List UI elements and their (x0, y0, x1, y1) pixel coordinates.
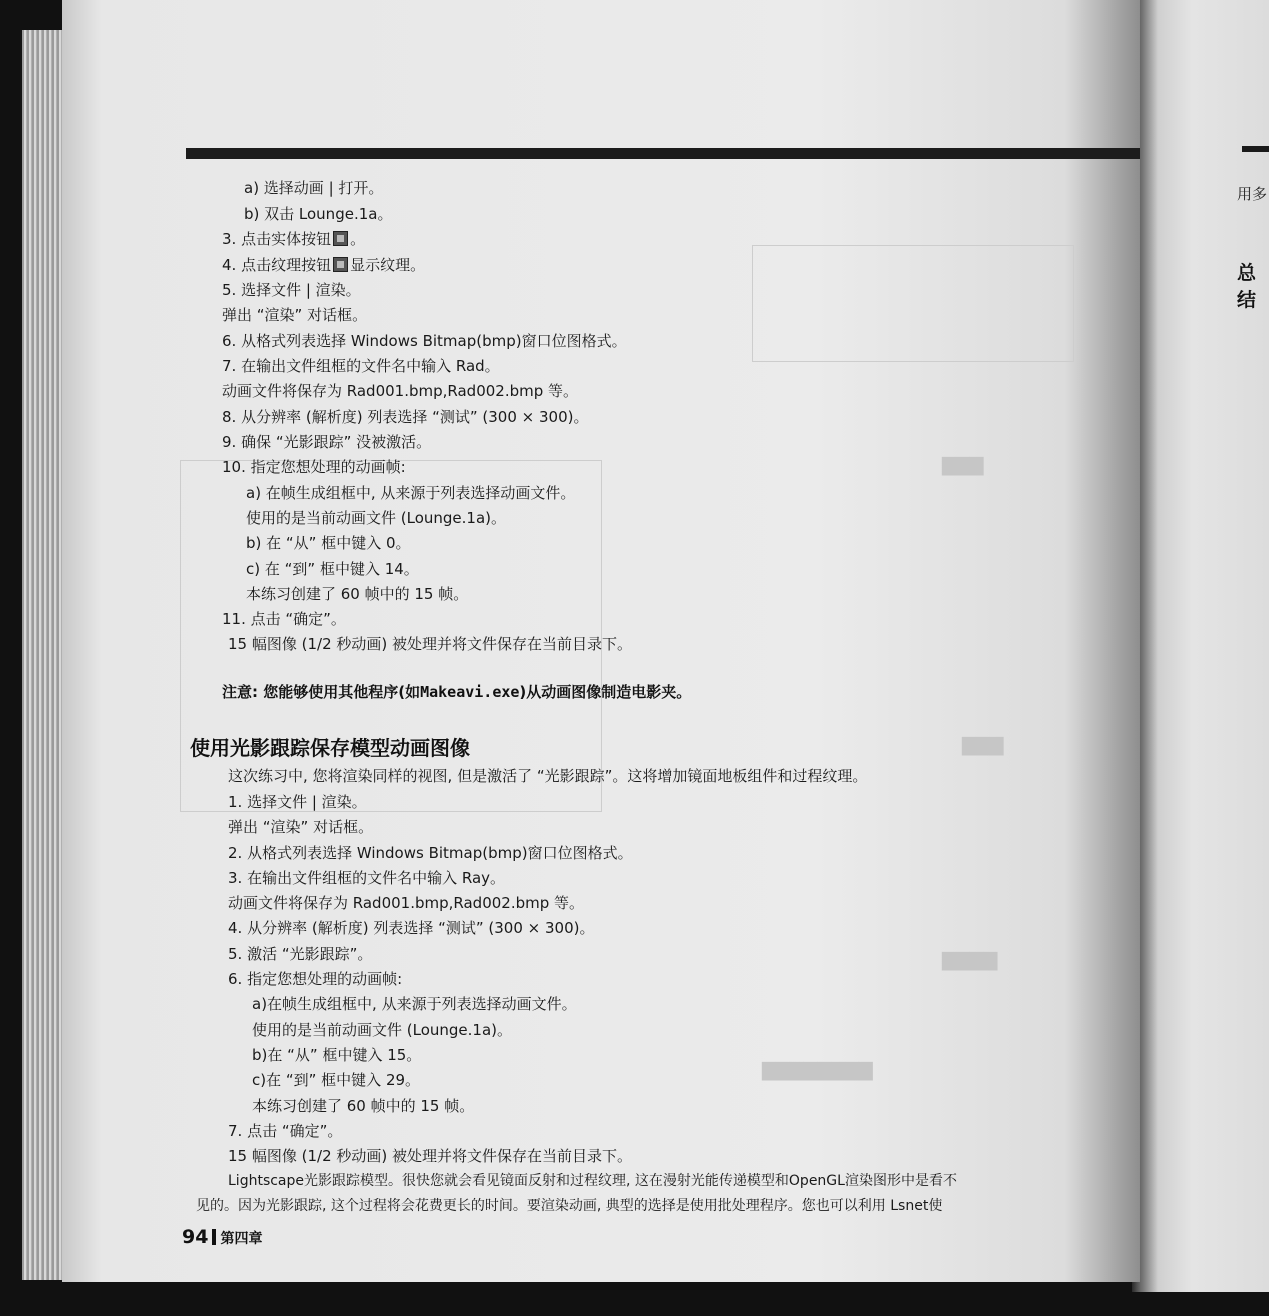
section-title: 使用光影跟踪保存模型动画图像 (190, 736, 470, 760)
step-text: 显示纹理。 (350, 256, 426, 274)
step-line: 15 幅图像 (1/2 秒动画) 被处理并将文件保存在当前目录下。 (228, 1147, 633, 1165)
step-line: 7. 点击 “确定”。 (228, 1122, 343, 1140)
intro-line: 这次练习中, 您将渲染同样的视图, 但是激活了 “光影跟踪”。这将增加镜面地板组件和过程纹理。 (228, 767, 868, 785)
page-footer (182, 1226, 262, 1248)
texture-icon (333, 257, 348, 272)
step-line: b)在 “从” 框中键入 15。 (252, 1046, 422, 1064)
step-line: c) 在 “到” 框中键入 14。 (246, 560, 419, 578)
step-line: 10. 指定您想处理的动画帧: (222, 458, 406, 476)
step-line: 11. 点击 “确定”。 (222, 610, 346, 628)
step-line: 15 幅图像 (1/2 秒动画) 被处理并将文件保存在当前目录下。 (228, 635, 633, 653)
step-line: a)在帧生成组框中, 从来源于列表选择动画文件。 (252, 995, 577, 1013)
step-line: 6. 从格式列表选择 Windows Bitmap(bmp)窗口位图格式。 (222, 332, 627, 350)
step-line: b) 双击 Lounge.1a。 (244, 205, 393, 223)
step-line: c)在 “到” 框中键入 29。 (252, 1071, 421, 1089)
step-line: 5. 选择文件 | 渲染。 (222, 281, 361, 299)
note-suffix: )从动画图像制造电影夹。 (519, 683, 692, 701)
show-through-text: ▇▇▇ (962, 735, 1004, 756)
next-page-rule (1242, 146, 1269, 152)
next-page (1132, 0, 1269, 1292)
step-line: 弹出 “渲染” 对话框。 (222, 306, 368, 324)
step-line: 动画文件将保存为 Rad001.bmp,Rad002.bmp 等。 (228, 894, 585, 912)
step-line: 9. 确保 “光影跟踪” 没被激活。 (222, 433, 432, 451)
show-through-figure (752, 245, 1074, 362)
step-line: 动画文件将保存为 Rad001.bmp,Rad002.bmp 等。 (222, 382, 579, 400)
step-line: b) 在 “从” 框中键入 0。 (246, 534, 411, 552)
step-line: 弹出 “渲染” 对话框。 (228, 818, 374, 836)
step-line: 3. 点击实体按钮 。 (222, 230, 366, 248)
step-line: 使用的是当前动画文件 (Lounge.1a)。 (252, 1021, 513, 1039)
paragraph-line: Lightscape光影跟踪模型。很快您就会看见镜面反射和过程纹理, 这在漫射光能传递模型和OpenGL渲染图形中是看不 (228, 1173, 957, 1189)
step-line: 3. 在输出文件组框的文件名中输入 Ray。 (228, 869, 506, 887)
header-rule (186, 148, 1140, 159)
paragraph-line: 见的。因为光影跟踪, 这个过程将会花费更长的时间。要渲染动画, 典型的选择是使用批处理程序。您也可以利用 Lsnet使 (196, 1198, 943, 1214)
note-program: 如Makeavi.exe (405, 683, 520, 701)
step-line: 2. 从格式列表选择 Windows Bitmap(bmp)窗口位图格式。 (228, 844, 633, 862)
step-line: 4. 从分辨率 (解析度) 列表选择 “测试” (300 × 300)。 (228, 919, 595, 937)
note (222, 681, 691, 702)
step-line (222, 255, 425, 275)
next-page-fragment-1: 用多 (1237, 185, 1268, 203)
step-line: 1. 选择文件 | 渲染。 (228, 793, 367, 811)
step-line: 5. 激活 “光影跟踪”。 (228, 945, 373, 963)
step-line: 本练习创建了 60 帧中的 15 帧。 (246, 585, 469, 603)
page-number: 94 (182, 1226, 209, 1248)
show-through-text: ▇▇▇ (942, 455, 984, 476)
footer-divider (212, 1229, 216, 1245)
show-through-text: ▇▇▇▇ (942, 950, 998, 971)
step-line: 本练习创建了 60 帧中的 15 帧。 (252, 1097, 475, 1115)
show-through-text: ▇▇▇▇▇▇▇▇ (762, 1060, 873, 1081)
solid-render-icon (333, 231, 348, 246)
chapter-label: 第四章 (220, 1231, 263, 1247)
step-line: a) 选择动画 | 打开。 (244, 179, 384, 197)
step-text: 4. 点击纹理按钮 (222, 256, 332, 274)
step-line: 6. 指定您想处理的动画帧: (228, 970, 403, 988)
step-line: 8. 从分辨率 (解析度) 列表选择 “测试” (300 × 300)。 (222, 408, 589, 426)
step-text: 3. 点击实体按钮 (222, 230, 332, 248)
step-line: a) 在帧生成组框中, 从来源于列表选择动画文件。 (246, 484, 576, 502)
note-prefix: 注意: 您能够使用其他程序( (222, 683, 406, 701)
step-line: 7. 在输出文件组框的文件名中输入 Rad。 (222, 357, 500, 375)
next-page-fragment-2: 总结 (1237, 262, 1257, 311)
book-page (62, 0, 1140, 1282)
step-line: 使用的是当前动画文件 (Lounge.1a)。 (246, 509, 507, 527)
